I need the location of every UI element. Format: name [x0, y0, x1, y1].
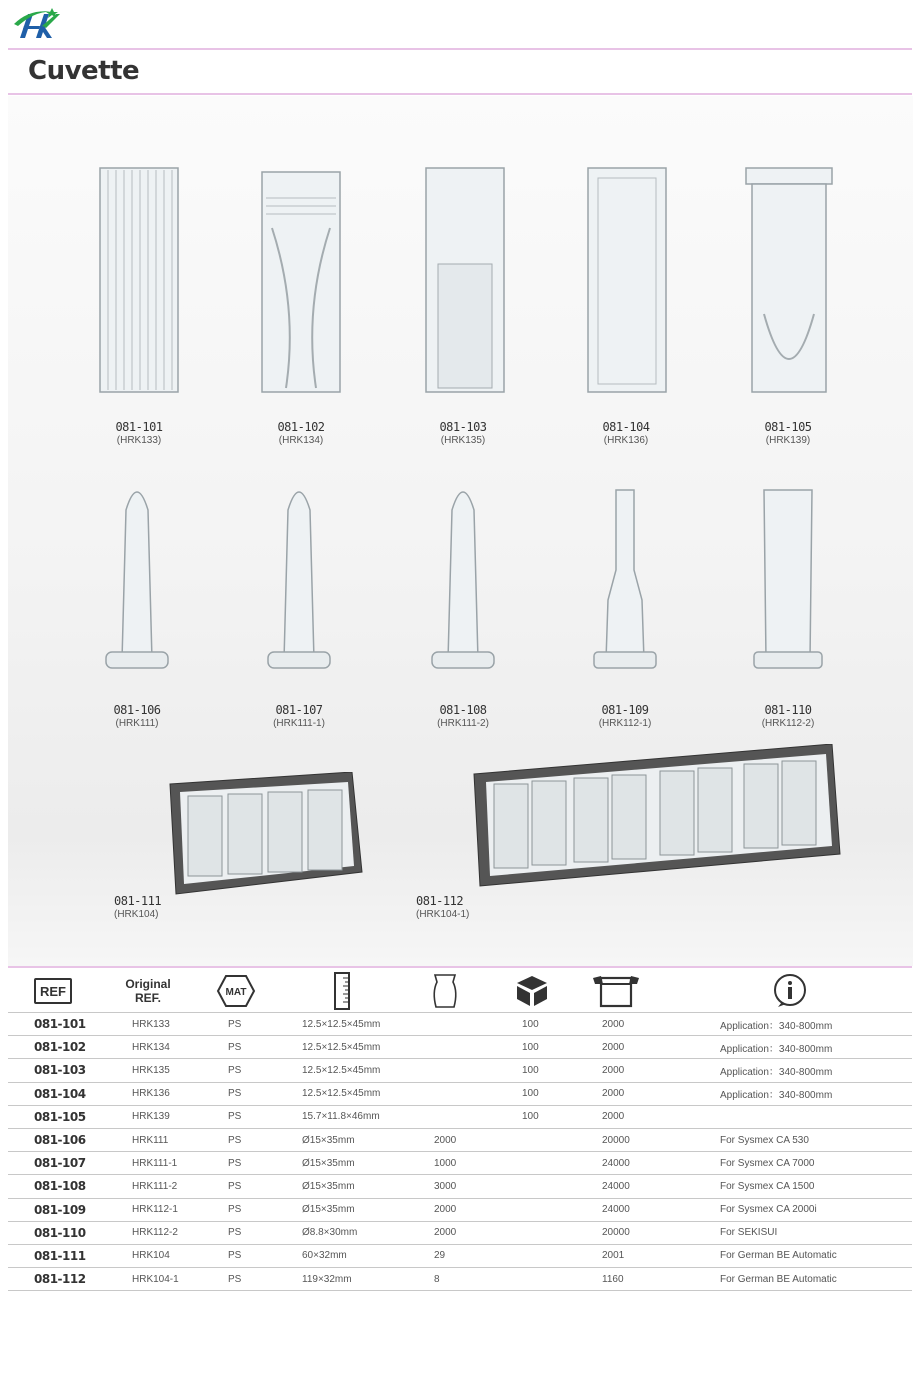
product-label-081-102: 081-102 (HRK134): [277, 420, 325, 446]
table-row: [8, 1268, 912, 1291]
cuvette-081-111-image: [166, 772, 364, 896]
page-title: Cuvette: [28, 56, 140, 86]
cell-size: 12.5×12.5×45mm: [302, 1059, 434, 1082]
table-row: [8, 1175, 912, 1198]
cell-ctn: 24000: [602, 1198, 720, 1221]
cell-app: For Sysmex CA 530: [720, 1128, 912, 1151]
product-label-081-109: 081-109 (HRK112-1): [598, 703, 652, 729]
cell-mat: PS: [228, 1198, 302, 1221]
cell-size: Ø15×35mm: [302, 1128, 434, 1151]
title-divider: [8, 93, 912, 95]
cell-app: For Sysmex CA 7000: [720, 1152, 912, 1175]
cell-ctn: 1160: [602, 1268, 720, 1291]
cell-app: Application：340-800mm: [720, 1082, 912, 1105]
cuvette-081-109-image: [592, 480, 658, 672]
cuvette-081-101-image: [96, 164, 182, 396]
header-mat: [214, 970, 258, 1012]
cell-bag: 2000: [434, 1198, 522, 1221]
cell-app: For German BE Automatic: [720, 1244, 912, 1267]
box-icon: [514, 974, 550, 1008]
cell-orig: HRK112-1: [132, 1198, 228, 1221]
product-label-081-108: 081-108 (HRK111-2): [437, 703, 489, 729]
table-row: [8, 1082, 912, 1105]
cell-orig: HRK111-2: [132, 1175, 228, 1198]
cuvette-081-106-image: [104, 480, 170, 672]
cell-app: For Sysmex CA 1500: [720, 1175, 912, 1198]
cell-box: [522, 1221, 602, 1244]
cell-bag: [434, 1036, 522, 1059]
cell-app: For SEKISUI: [720, 1221, 912, 1244]
header-ref: [33, 970, 73, 1012]
header-carton: [590, 970, 642, 1012]
cell-orig: HRK139: [132, 1105, 228, 1128]
cell-bag: 8: [434, 1268, 522, 1291]
cell-ctn: 24000: [602, 1175, 720, 1198]
ruler-icon: [332, 972, 352, 1010]
cell-box: [522, 1152, 602, 1175]
cell-orig: HRK112-2: [132, 1221, 228, 1244]
header-info: [770, 970, 810, 1012]
carton-icon: [591, 974, 641, 1008]
cell-box: 100: [522, 1059, 602, 1082]
ref-icon: REF: [34, 978, 72, 1004]
cuvette-081-112-image: [470, 744, 842, 888]
cell-ref: 081-101: [8, 1013, 132, 1036]
cell-mat: PS: [228, 1013, 302, 1036]
table-row: [8, 1059, 912, 1082]
cell-ctn: 24000: [602, 1152, 720, 1175]
header-bag: [428, 970, 462, 1012]
cuvette-081-107-image: [266, 480, 332, 672]
cell-bag: 3000: [434, 1175, 522, 1198]
cell-ref: 081-106: [8, 1128, 132, 1151]
cell-bag: 1000: [434, 1152, 522, 1175]
cell-app: For Sysmex CA 2000i: [720, 1198, 912, 1221]
cell-orig: HRK134: [132, 1036, 228, 1059]
cell-bag: 2000: [434, 1221, 522, 1244]
cell-mat: PS: [228, 1082, 302, 1105]
cell-mat: PS: [228, 1244, 302, 1267]
table-top-divider: [8, 966, 912, 968]
cell-app: Application：340-800mm: [720, 1036, 912, 1059]
cell-ctn: 2000: [602, 1082, 720, 1105]
cell-size: 60×32mm: [302, 1244, 434, 1267]
cell-size: Ø15×35mm: [302, 1198, 434, 1221]
table-row: [8, 1128, 912, 1151]
cell-ref: 081-103: [8, 1059, 132, 1082]
specification-table: [8, 1012, 912, 1291]
cuvette-081-104-image: [584, 164, 670, 396]
product-label-081-112: 081-112 (HRK104-1): [416, 894, 470, 920]
cell-ctn: 2000: [602, 1036, 720, 1059]
cell-mat: PS: [228, 1036, 302, 1059]
cell-mat: PS: [228, 1105, 302, 1128]
cell-orig: HRK111-1: [132, 1152, 228, 1175]
cell-orig: HRK111: [132, 1128, 228, 1151]
cell-mat: PS: [228, 1221, 302, 1244]
cell-size: 12.5×12.5×45mm: [302, 1036, 434, 1059]
cell-ref: 081-105: [8, 1105, 132, 1128]
cell-box: [522, 1244, 602, 1267]
cell-mat: PS: [228, 1128, 302, 1151]
cell-ref: 081-111: [8, 1244, 132, 1267]
table-row: [8, 1152, 912, 1175]
table-row: [8, 1036, 912, 1059]
cell-mat: PS: [228, 1152, 302, 1175]
cell-box: [522, 1175, 602, 1198]
cuvette-081-108-image: [430, 480, 496, 672]
cell-bag: [434, 1013, 522, 1036]
cell-ctn: 2001: [602, 1244, 720, 1267]
cell-mat: PS: [228, 1268, 302, 1291]
cell-size: Ø15×35mm: [302, 1152, 434, 1175]
product-label-081-106: 081-106 (HRK111): [113, 703, 161, 729]
cell-size: Ø15×35mm: [302, 1175, 434, 1198]
table-row: [8, 1221, 912, 1244]
header-original-ref: Original REF.: [125, 977, 171, 1005]
cell-box: 100: [522, 1036, 602, 1059]
cell-orig: HRK104-1: [132, 1268, 228, 1291]
cuvette-081-102-image: [258, 168, 344, 396]
top-divider: [8, 48, 912, 50]
cell-ref: 081-108: [8, 1175, 132, 1198]
cell-ctn: 20000: [602, 1221, 720, 1244]
cuvette-081-110-image: [752, 480, 824, 672]
cell-size: 12.5×12.5×45mm: [302, 1013, 434, 1036]
cell-ref: 081-104: [8, 1082, 132, 1105]
product-label-081-111: 081-111 (HRK104): [114, 894, 162, 920]
product-label-081-105: 081-105 (HRK139): [764, 420, 812, 446]
product-label-081-103: 081-103 (HRK135): [439, 420, 487, 446]
info-icon: [772, 973, 808, 1009]
cell-app: Application：340-800mm: [720, 1059, 912, 1082]
cell-orig: HRK136: [132, 1082, 228, 1105]
cell-size: 119×32mm: [302, 1268, 434, 1291]
product-label-081-110: 081-110 (HRK112-2): [761, 703, 815, 729]
product-label-081-104: 081-104 (HRK136): [602, 420, 650, 446]
cuvette-081-103-image: [422, 164, 508, 396]
cell-bag: [434, 1082, 522, 1105]
table-row: [8, 1198, 912, 1221]
cell-ctn: 2000: [602, 1059, 720, 1082]
cell-ref: 081-109: [8, 1198, 132, 1221]
cell-ref: 081-102: [8, 1036, 132, 1059]
cell-app: Application：340-800mm: [720, 1013, 912, 1036]
cell-orig: HRK135: [132, 1059, 228, 1082]
cell-mat: PS: [228, 1175, 302, 1198]
cuvette-081-105-image: [744, 164, 834, 396]
cell-bag: 29: [434, 1244, 522, 1267]
bag-icon: [430, 972, 460, 1010]
table-row: [8, 1244, 912, 1267]
cell-bag: 2000: [434, 1128, 522, 1151]
svg-text:MAT: MAT: [225, 987, 247, 998]
cell-bag: [434, 1059, 522, 1082]
header-box: [512, 970, 552, 1012]
cell-box: 100: [522, 1105, 602, 1128]
cell-box: 100: [522, 1082, 602, 1105]
cell-app: For German BE Automatic: [720, 1268, 912, 1291]
cell-mat: PS: [228, 1059, 302, 1082]
company-logo: [8, 4, 64, 44]
cell-ctn: 2000: [602, 1105, 720, 1128]
cell-size: 12.5×12.5×45mm: [302, 1082, 434, 1105]
mat-hexagon-icon: [216, 974, 256, 1008]
product-label-081-101: 081-101 (HRK133): [115, 420, 163, 446]
table-row: [8, 1105, 912, 1128]
cell-ctn: 2000: [602, 1013, 720, 1036]
cell-ref: 081-107: [8, 1152, 132, 1175]
cell-app: [720, 1105, 912, 1128]
cell-bag: [434, 1105, 522, 1128]
product-label-081-107: 081-107 (HRK111-1): [273, 703, 325, 729]
cell-ref: 081-112: [8, 1268, 132, 1291]
table-row: [8, 1013, 912, 1036]
cell-size: 15.7×11.8×46mm: [302, 1105, 434, 1128]
cell-size: Ø8.8×30mm: [302, 1221, 434, 1244]
cell-ctn: 20000: [602, 1128, 720, 1151]
cell-ref: 081-110: [8, 1221, 132, 1244]
cell-orig: HRK133: [132, 1013, 228, 1036]
header-size: [330, 970, 354, 1012]
cell-box: [522, 1128, 602, 1151]
cell-orig: HRK104: [132, 1244, 228, 1267]
cell-box: [522, 1268, 602, 1291]
cell-box: 100: [522, 1013, 602, 1036]
cell-box: [522, 1198, 602, 1221]
